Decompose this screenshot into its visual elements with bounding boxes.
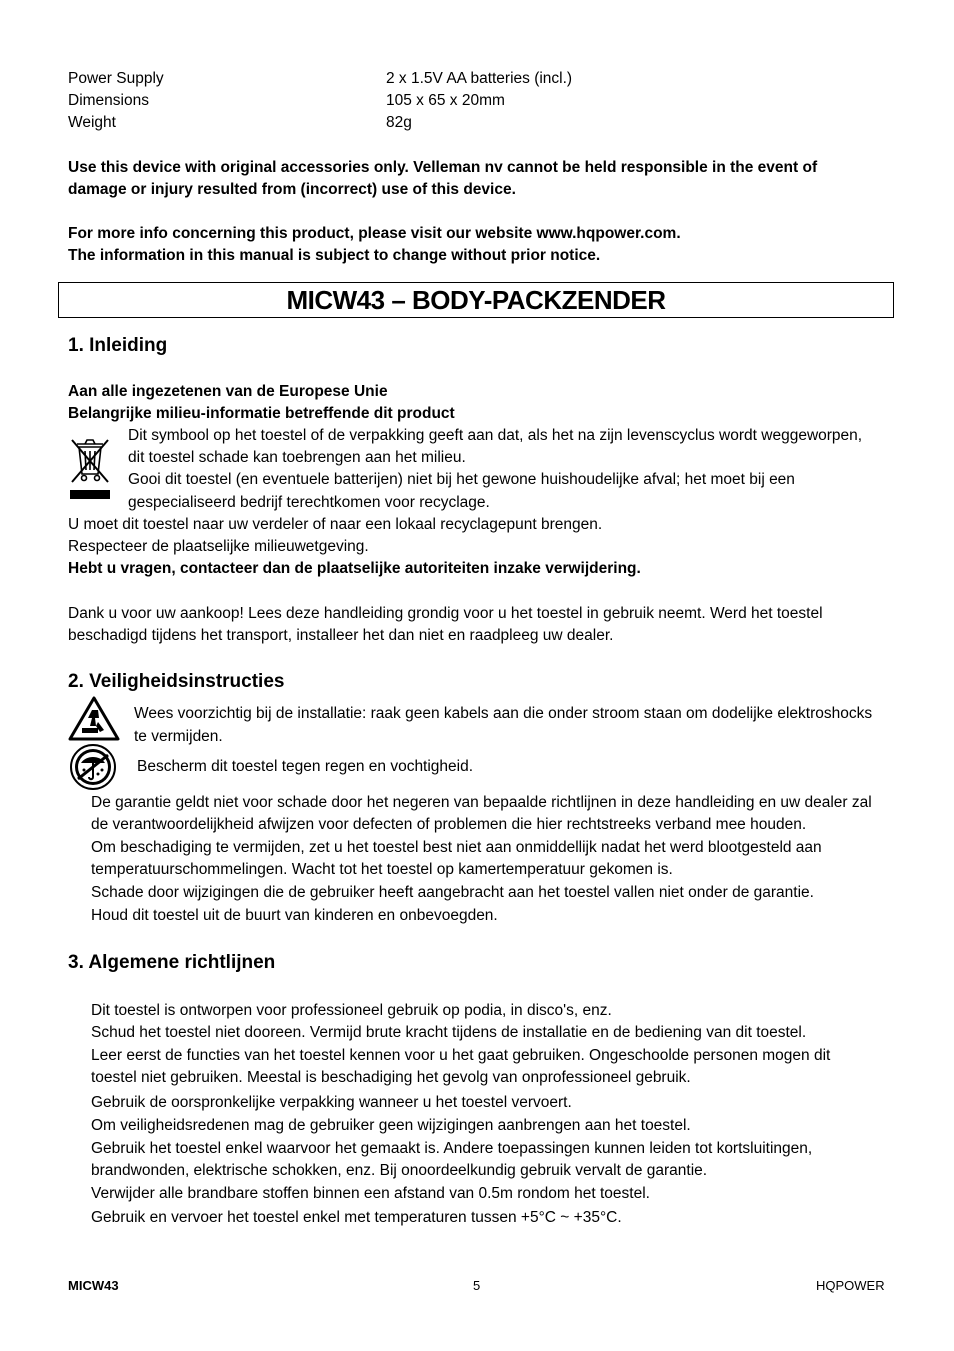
body-text: Gebruik het toestel enkel waarvoor het gemaakt is. Andere toepassingen kunnen leiden tot kortsluitingen, xyxy=(91,1140,813,1157)
notice-line: For more info concerning this product, please visit our website www.hqpower.com. xyxy=(68,225,681,242)
footer-page-number: 5 xyxy=(473,1278,481,1293)
spec-label: Dimensions xyxy=(68,92,149,109)
spec-value: 2 x 1.5V AA batteries (incl.) xyxy=(386,70,573,87)
spec-row xyxy=(68,68,572,90)
body-text: Schud het toestel niet dooreen. Vermijd brute kracht tijdens de installatie en de bediening van dit toestel. xyxy=(91,1024,807,1041)
spec-label: Power Supply xyxy=(68,70,164,87)
body-text: Verwijder alle brandbare stoffen binnen een afstand van 0.5m rondom het toestel. xyxy=(91,1185,650,1202)
body-text: Om veiligheidsredenen mag de gebruiker geen wijzigingen aanbrengen aan het toestel. xyxy=(91,1117,691,1134)
section-heading-inleiding: 1. Inleiding xyxy=(68,335,168,356)
body-text-bold: Hebt u vragen, contacteer dan de plaatselijke autoriteiten inzake verwijdering. xyxy=(68,560,641,577)
body-text: beschadigd tijdens het transport, installeer het dan niet en raadpleeg uw dealer. xyxy=(68,627,614,644)
subheading: Aan alle ingezetenen van de Europese Unie xyxy=(68,383,388,400)
weee-text: dit toestel schade kan toebrengen aan het milieu. xyxy=(128,449,466,466)
body-text: Gebruik de oorspronkelijke verpakking wanneer u het toestel vervoert. xyxy=(91,1094,572,1111)
body-text: Schade door wijzigingen die de gebruiker heeft aangebracht aan het toestel vallen niet onder de garantie. xyxy=(91,884,814,901)
subheading: Belangrijke milieu-informatie betreffende dit product xyxy=(68,405,455,422)
weee-bin-icon xyxy=(68,434,112,504)
notice-line: damage or injury resulted from (incorrect) use of this device. xyxy=(68,181,516,198)
body-text: De garantie geldt niet voor schade door het negeren van bepaalde richtlijnen in deze handleiding en uw dealer zal xyxy=(91,794,872,811)
body-text: U moet dit toestel naar uw verdeler of naar een lokaal recyclagepunt brengen. xyxy=(68,516,603,533)
body-text: Dit toestel is ontworpen voor professioneel gebruik op podia, in disco's, enz. xyxy=(91,1002,612,1019)
no-moisture-icon xyxy=(68,743,118,791)
notice-line: Use this device with original accessories only. Velleman nv cannot be held responsible in the event of xyxy=(68,159,818,176)
body-text: Houd dit toestel uit de buurt van kinderen en onbevoegden. xyxy=(91,907,498,924)
spec-value: 105 x 65 x 20mm xyxy=(386,92,505,109)
footer-model: MICW43 xyxy=(68,1278,119,1293)
spec-label: Weight xyxy=(68,114,116,131)
body-text: Om beschadiging te vermijden, zet u het toestel best niet aan onmiddellijk nadat het werd blootgesteld aan xyxy=(91,839,822,856)
body-text: Respecteer de plaatselijke milieuwetgeving. xyxy=(68,538,369,555)
warning-text: te vermijden. xyxy=(134,728,223,745)
warning-text: Bescherm dit toestel tegen regen en vochtigheid. xyxy=(137,758,474,775)
body-text: Gebruik en vervoer het toestel enkel met temperaturen tussen +5°C ~ +35°C. xyxy=(91,1209,622,1226)
body-text: Dank u voor uw aankoop! Lees deze handleiding grondig voor u het toestel in gebruik neemt. Werd het toestel xyxy=(68,605,823,622)
electric-shock-warning-icon xyxy=(68,696,120,742)
page-title: MICW43 – BODY-PACKZENDER xyxy=(286,284,666,315)
body-text: Leer eerst de functies van het toestel kennen voor u het gaat gebruiken. Ongeschoolde personen mogen dit xyxy=(91,1047,831,1064)
spec-value: 82g xyxy=(386,114,412,131)
weee-text: Gooi dit toestel (en eventuele batterijen) niet bij het gewone huishoudelijke afval; het moet bij een xyxy=(128,471,795,488)
notice-line: The information in this manual is subject to change without prior notice. xyxy=(68,247,601,264)
warning-text: Wees voorzichtig bij de installatie: raak geen kabels aan die onder stroom staan om dodelijke elektroshocks xyxy=(134,705,873,722)
body-text: toestel niet gebruiken. Meestal is beschadiging het gevolg van onprofessioneel gebruik. xyxy=(91,1069,691,1086)
footer-brand: HQPOWER xyxy=(816,1278,885,1293)
spec-row xyxy=(68,112,412,134)
section-heading-richtlijnen: 3. Algemene richtlijnen xyxy=(68,952,276,973)
body-text: de verantwoordelijkheid afwijzen voor defecten of problemen die hier rechtstreeks verband mee houden. xyxy=(91,816,807,833)
section-heading-veiligheid: 2. Veiligheidsinstructies xyxy=(68,671,285,692)
weee-text: Dit symbool op het toestel of de verpakking geeft aan dat, als het na zijn levenscyclus wordt weggeworpen, xyxy=(128,427,863,444)
weee-text: gespecialiseerd bedrijf terechtkomen voor recyclage. xyxy=(128,494,490,511)
body-text: brandwonden, elektrische schokken, enz. Bij onoordeelkundig gebruik vervalt de garantie. xyxy=(91,1162,708,1179)
body-text: temperatuurschommelingen. Wacht tot het toestel op kamertemperatuur gekomen is. xyxy=(91,861,673,878)
page-title-box xyxy=(58,282,894,318)
spec-row xyxy=(68,90,505,112)
